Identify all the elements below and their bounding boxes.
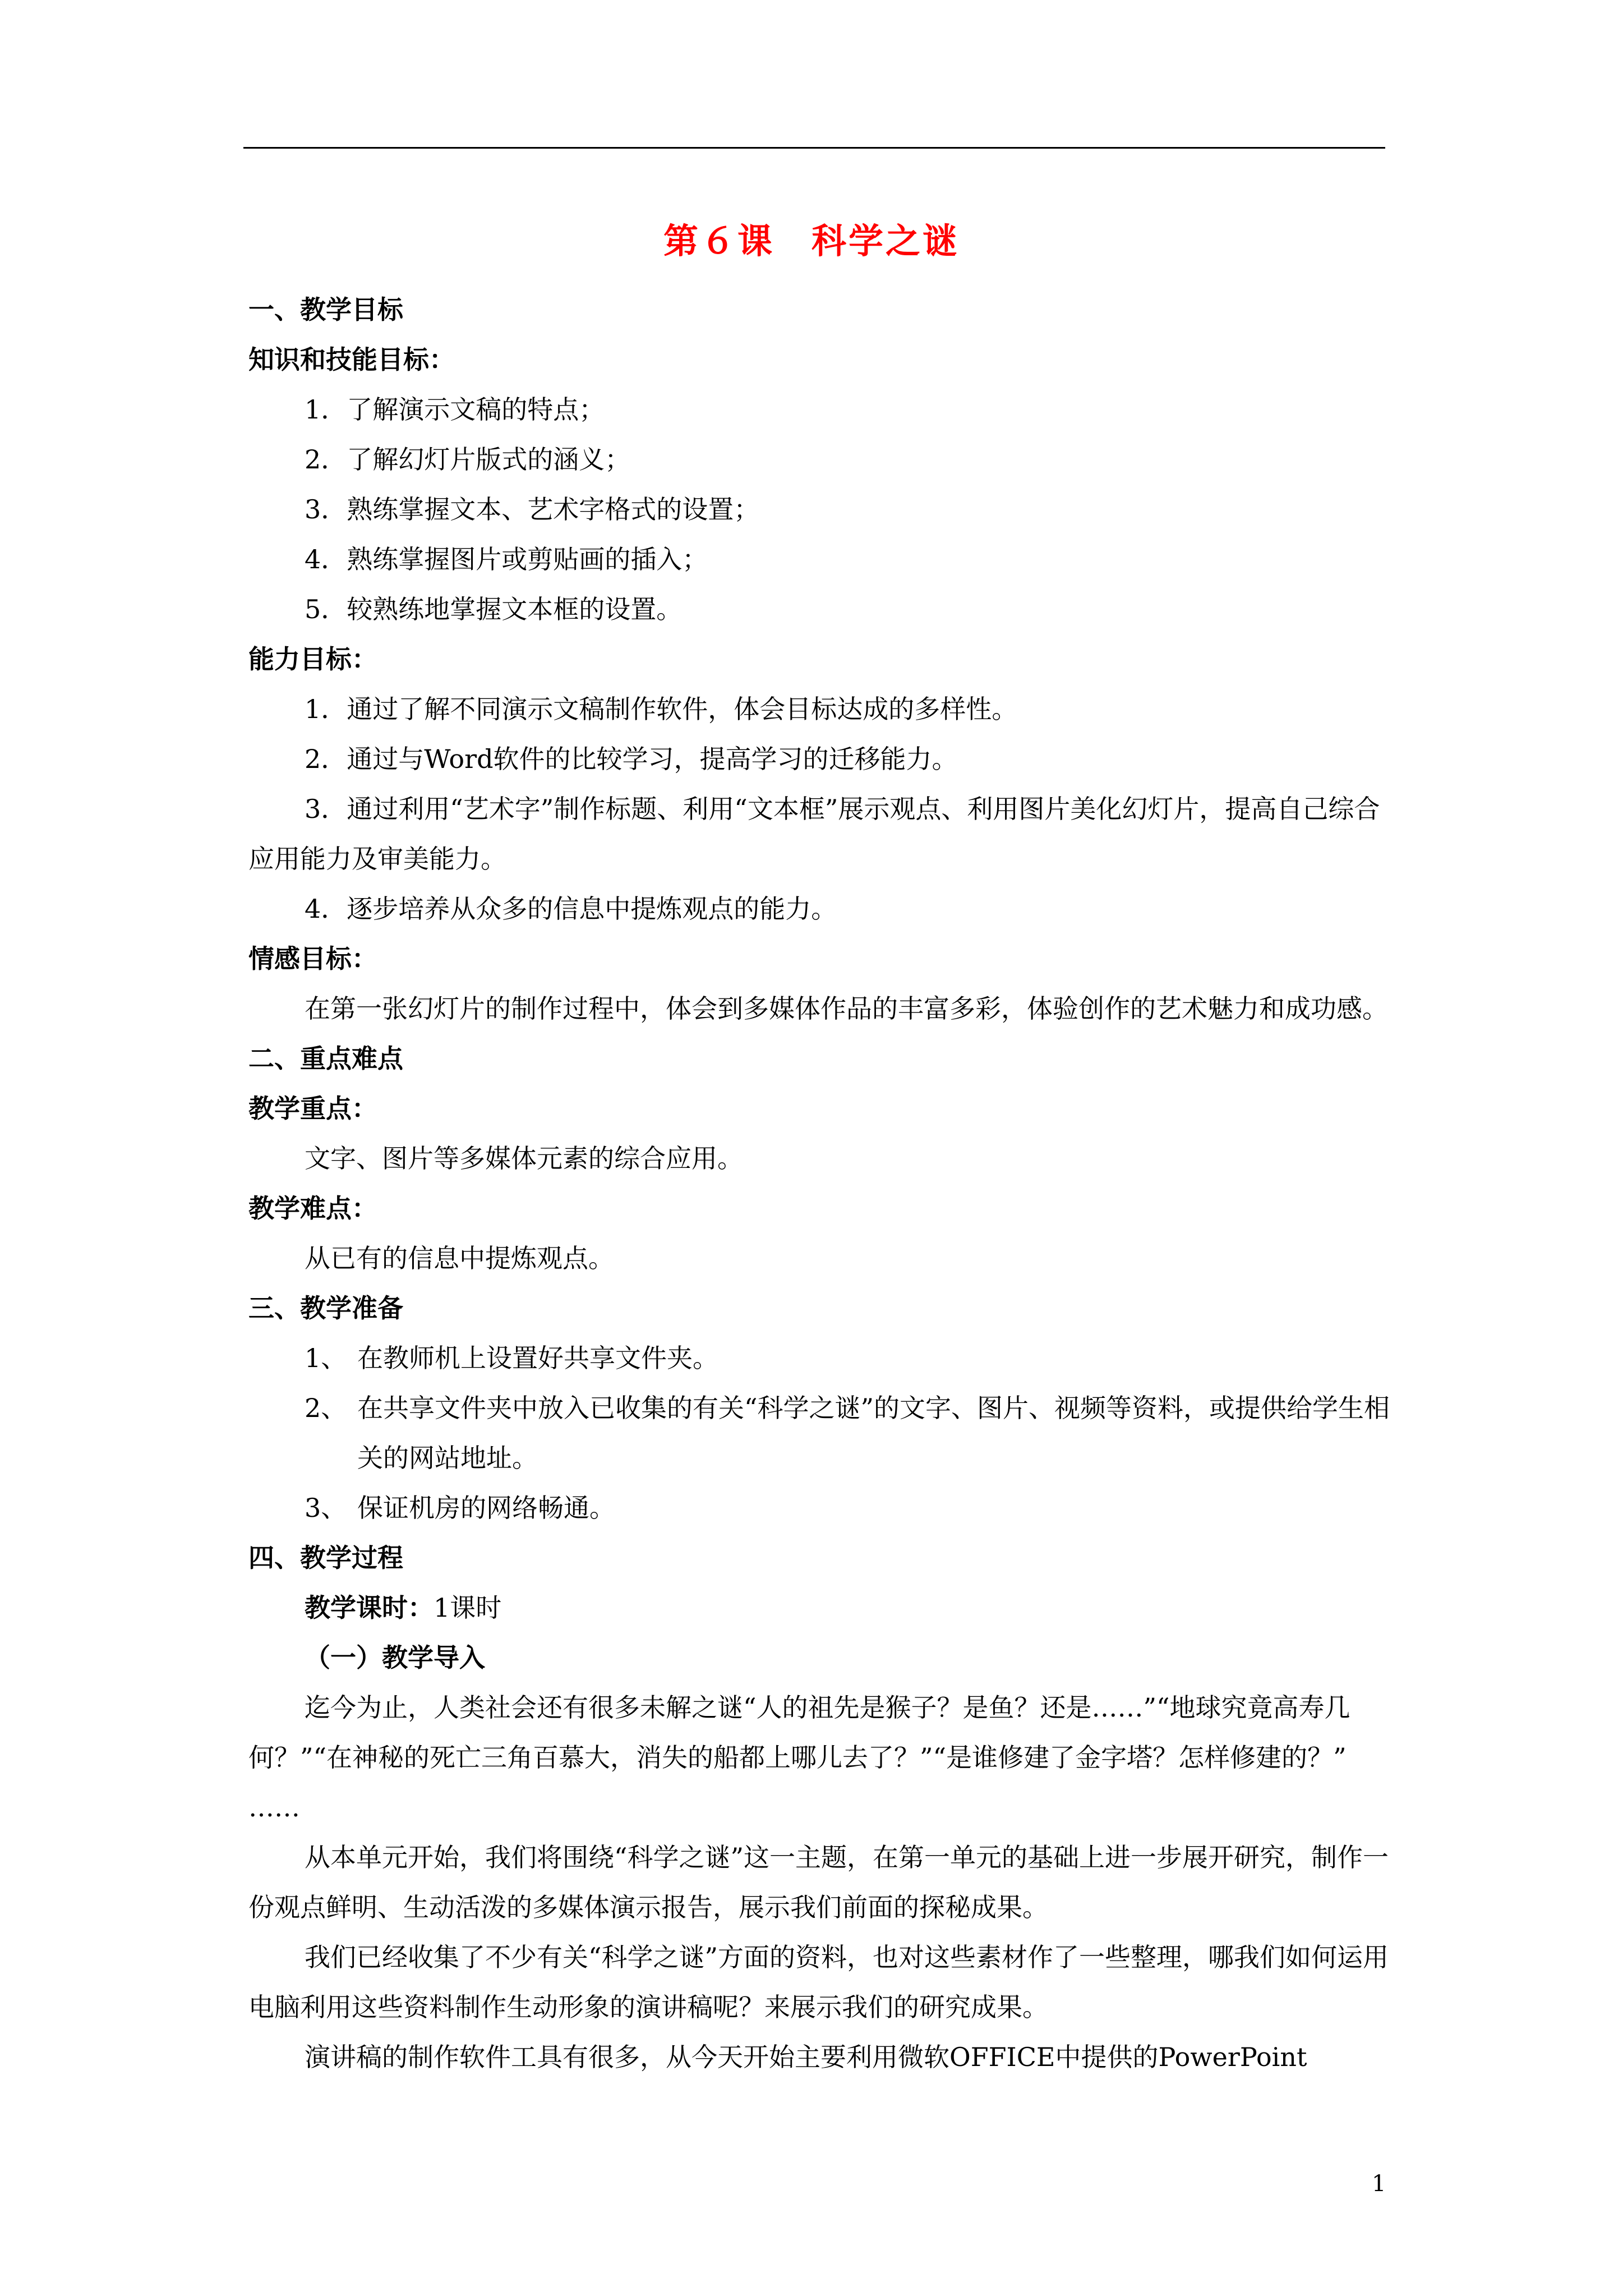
class-hours-label: 教学课时： — [305, 1593, 434, 1623]
list-item: 3．熟练掌握文本、艺术字格式的设置； — [305, 494, 760, 524]
intro-paragraph: 迄今为止，人类社会还有很多未解之谜“人的祖先是猴子？是鱼？还是……”“地球究竟高寿几何？”“在神秘的死亡三角百慕大，消失的船都上哪儿去了？”“是谁修建了金字塔？怎样修建的？” …… — [248, 1692, 1350, 1823]
section-heading-objectives: 一、教学目标 — [248, 295, 403, 325]
list-item: 4．逐步培养从众多的信息中提炼观点的能力。 — [305, 894, 837, 924]
header-rule — [243, 147, 1385, 149]
prep-item-text: 在共享文件夹中放入已收集的有关“科学之谜”的文字、图片、视频等资料，或提供给学生相关的网站地址。 — [357, 1393, 1390, 1473]
prep-item — [248, 1333, 1393, 1383]
emotion-heading: 情感目标： — [248, 944, 377, 974]
key-point-heading: 教学重点： — [248, 1093, 377, 1124]
prep-item — [248, 1483, 1393, 1533]
list-item: 5．较熟练地掌握文本框的设置。 — [305, 594, 683, 624]
emotion-paragraph: 在第一张幻灯片的制作过程中，体会到多媒体作品的丰富多彩，体验创作的艺术魅力和成功感。 — [305, 993, 1388, 1024]
list-item: 3．通过利用“艺术字”制作标题、利用“文本框”展示观点、利用图片美化幻灯片，提高自己综合应用能力及审美能力。 — [248, 794, 1380, 874]
list-item: 4．熟练掌握图片或剪贴画的插入； — [305, 544, 708, 574]
key-point-text: 文字、图片等多媒体元素的综合应用。 — [305, 1143, 743, 1174]
intro-paragraph: 我们已经收集了不少有关“科学之谜”方面的资料，也对这些素材作了一些整理，哪我们如何运用电脑利用这些资料制作生动形象的演讲稿呢？来展示我们的研究成果。 — [248, 1942, 1389, 2022]
list-item: 1．了解演示文稿的特点； — [305, 394, 605, 425]
difficult-point-heading: 教学难点： — [248, 1193, 377, 1223]
prep-item-text: 保证机房的网络畅通。 — [357, 1493, 615, 1523]
prep-item-number: 1、 — [305, 1343, 347, 1373]
prep-item-number: 3、 — [305, 1493, 347, 1523]
list-item: 1．通过了解不同演示文稿制作软件，体会目标达成的多样性。 — [305, 694, 1018, 724]
intro-paragraph: 演讲稿的制作软件工具有很多，从今天开始主要利用微软OFFICE中提供的PowerPoint — [305, 2042, 1307, 2072]
class-hours — [248, 1583, 1393, 1633]
ability-heading: 能力目标： — [248, 644, 377, 674]
section-heading-key-points: 二、重点难点 — [248, 1043, 403, 1074]
prep-item-number: 2、 — [305, 1393, 347, 1423]
list-item: 2．了解幻灯片版式的涵义； — [305, 444, 631, 475]
class-hours-value: 1课时 — [434, 1593, 502, 1623]
subsection-heading-intro: （一）教学导入 — [305, 1642, 485, 1673]
intro-paragraph: 从本单元开始，我们将围绕“科学之谜”这一主题，在第一单元的基础上进一步展开研究，制作一份观点鲜明、生动活泼的多媒体演示报告，展示我们前面的探秘成果。 — [248, 1842, 1389, 1922]
page-title: 第６课 科学之谜 — [663, 220, 960, 261]
prep-item-text: 在教师机上设置好共享文件夹。 — [357, 1343, 718, 1373]
document-body — [248, 285, 1393, 2082]
knowledge-skills-heading: 知识和技能目标： — [248, 344, 455, 375]
section-heading-preparation: 三、教学准备 — [248, 1293, 403, 1323]
difficult-point-text: 从已有的信息中提炼观点。 — [305, 1243, 614, 1273]
prep-item — [248, 1383, 1393, 1483]
section-heading-process: 四、教学过程 — [248, 1543, 403, 1573]
page-number: 1 — [1372, 2171, 1386, 2197]
list-item: 2．通过与Word软件的比较学习，提高学习的迁移能力。 — [305, 744, 958, 774]
